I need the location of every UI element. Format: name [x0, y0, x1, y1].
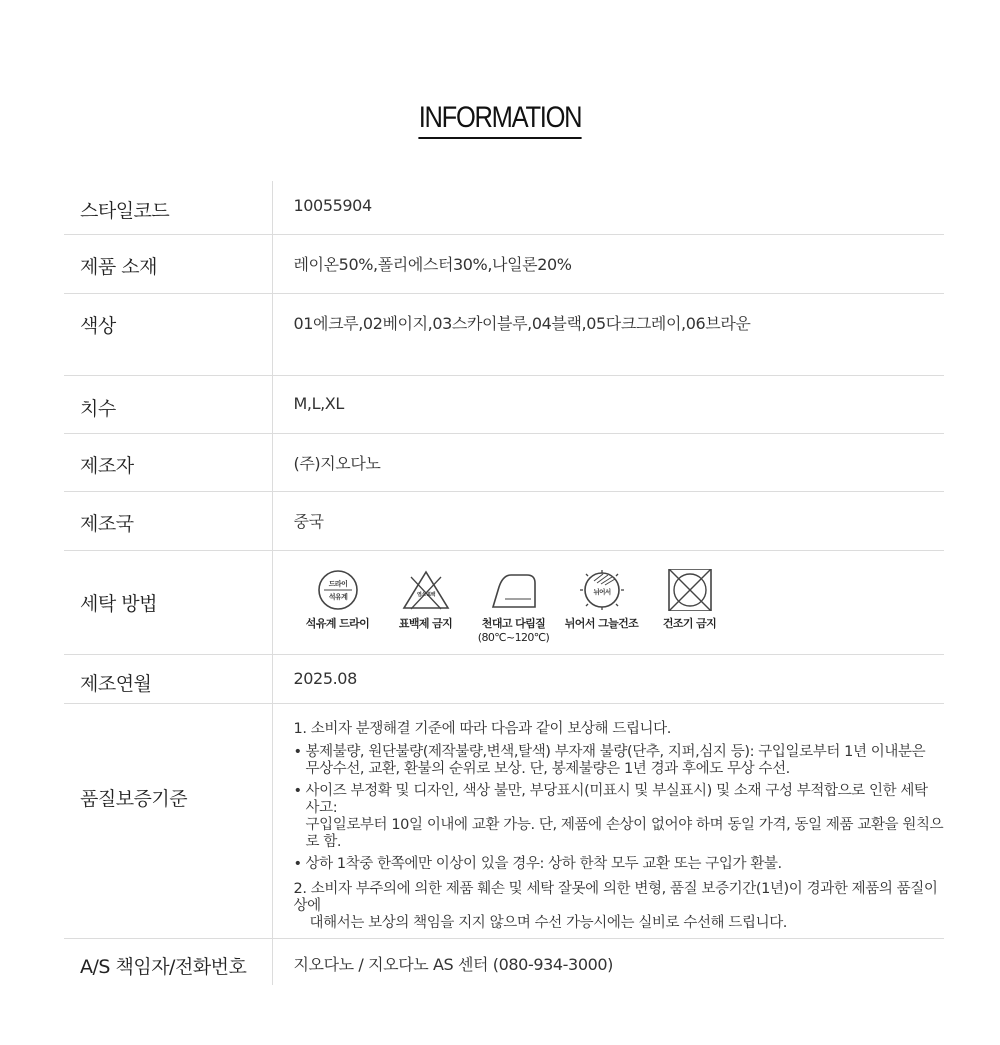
- shade-dry-flat-icon: [577, 569, 627, 611]
- wash-caption-iron-temp: (80℃~120℃): [477, 630, 550, 644]
- table-row: [64, 234, 944, 293]
- quality-bullet-2-line-a: 사이즈 부정확 및 디자인, 색상 불만, 부당표시(미표시 및 부실표시) 및 소재 구성 부적합으로 인한 세탁 사고:: [305, 782, 928, 816]
- table-row: [64, 491, 944, 550]
- quality-bullet-2: [294, 783, 945, 851]
- table-row: [64, 375, 944, 433]
- row-label-style-code: 스타일코드: [64, 181, 272, 234]
- wash-caption-shade-dry: 뉘어서 그늘건조: [564, 616, 639, 630]
- row-value-style-code: 10055904: [272, 181, 944, 234]
- table-row: [64, 654, 944, 703]
- quality-bullet-1: [294, 744, 945, 778]
- row-value-material: 레이온50%,폴리에스터30%,나일론20%: [272, 234, 944, 293]
- table-row: [64, 938, 944, 985]
- wash-caption-iron: 천대고 다림질: [481, 616, 546, 630]
- product-info-table: [64, 181, 944, 985]
- wash-item-no-tumble: [646, 569, 734, 644]
- row-label-quality: 품질보증기준: [64, 703, 272, 938]
- row-value-size: M,L,XL: [272, 375, 944, 433]
- row-label-as: A/S 책임자/전화번호: [64, 938, 272, 985]
- row-label-date: 제조연월: [64, 654, 272, 703]
- dry-clean-icon-text-top: 드라이: [328, 579, 347, 588]
- wash-item-shade-dry: [558, 569, 646, 644]
- page-title-text: INFORMATION: [419, 100, 582, 139]
- no-bleach-icon: [401, 569, 451, 611]
- dry-clean-icon-text-bottom: 석유계: [328, 592, 347, 601]
- row-label-maker: 제조자: [64, 433, 272, 491]
- row-value-wash: [272, 550, 944, 654]
- wash-item-dry-clean: [294, 569, 382, 644]
- row-value-as: 지오다노 / 지오다노 AS 센터 (080-934-3000): [293, 954, 614, 974]
- row-label-material: 제품 소재: [64, 234, 272, 293]
- shade-dry-icon-text: 뉘어서: [592, 587, 611, 596]
- quality-item-2: [294, 881, 945, 932]
- wash-caption-dry-clean: 석유계 드라이: [305, 616, 370, 630]
- row-value-country: 중국: [272, 491, 944, 550]
- wash-item-no-bleach: [382, 569, 470, 644]
- row-value-maker: (주)지오다노: [272, 433, 944, 491]
- no-bleach-icon-text: 염소 표백: [416, 591, 435, 598]
- table-row: [64, 293, 944, 375]
- quality-item-1: 1. 소비자 분쟁해결 기준에 따라 다음과 같이 보상해 드립니다.: [293, 720, 671, 737]
- page-title: [75, 100, 925, 139]
- row-value-date: 2025.08: [272, 654, 944, 703]
- row-label-wash: 세탁 방법: [64, 550, 272, 654]
- table-row: [64, 703, 944, 938]
- table-row: [64, 550, 944, 654]
- quality-item-2-line-a: 2. 소비자 부주의에 의한 제품 훼손 및 세탁 잘못에 의한 변형, 품질 보증기간(1년)이 경과한 제품의 품질이상에: [293, 880, 938, 914]
- table-row: [64, 181, 944, 234]
- row-label-country: 제조국: [64, 491, 272, 550]
- dry-clean-petroleum-icon: [313, 569, 363, 611]
- wash-caption-no-tumble: 건조기 금지: [662, 616, 717, 630]
- quality-bullet-1-line-b: 무상수선, 교환, 환불의 순위로 보상. 단, 봉제불량은 1년 경과 후에도 무상 수선.: [305, 760, 790, 777]
- wash-icon-list: [294, 551, 945, 644]
- wash-item-iron: [470, 569, 558, 644]
- quality-bullet-2-line-b: 구입일로부터 10일 이내에 교환 가능. 단, 제품에 손상이 없어야 하며 동일 가격, 동일 제품 교환을 원칙으로 함.: [305, 816, 944, 850]
- wash-caption-no-bleach: 표백제 금지: [398, 616, 453, 630]
- quality-item-2-line-b: 대해서는 보상의 책임을 지지 않으며 수선 가능시에는 실비로 수선해 드립니다.: [309, 914, 788, 931]
- no-tumble-dry-icon: [665, 569, 715, 611]
- table-row: [64, 433, 944, 491]
- row-label-size: 치수: [64, 375, 272, 433]
- quality-bullet-1-line-a: 봉제불량, 원단불량(제작불량,변색,탈색) 부자재 불량(단추, 지퍼,심지 등): 구입일로부터 1년 이내분은: [305, 743, 926, 760]
- quality-bullet-3: • 상하 1착중 한쪽에만 이상이 있을 경우: 상하 한착 모두 교환 또는 구입가 환불.: [294, 856, 945, 873]
- row-value-quality: [272, 703, 944, 938]
- row-label-color: 색상: [64, 293, 272, 375]
- iron-icon: [489, 569, 539, 611]
- row-value-color: 01에크루,02베이지,03스카이블루,04블랙,05다크그레이,06브라운: [272, 293, 944, 375]
